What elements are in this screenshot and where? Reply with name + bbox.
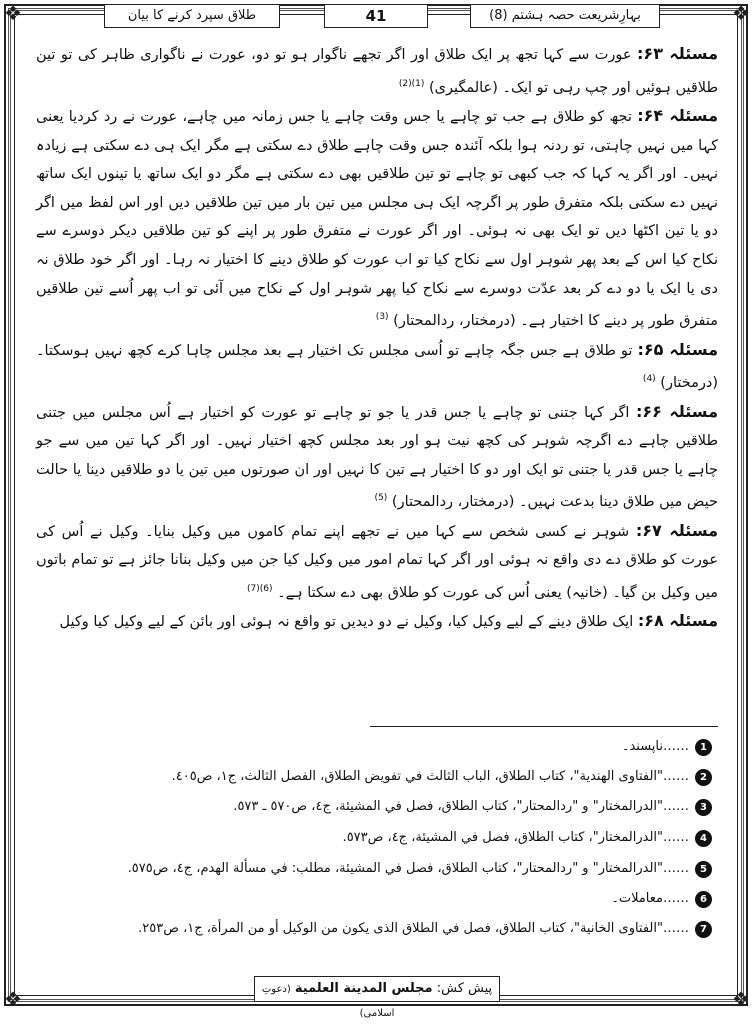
footnote-item: 2 ……"الفتاوى الهندية"، كتاب الطلاق، الباب الثالث في تفويض الطلاق، الفصل الثالث، ج١، ص٤٠٥. [40,768,712,786]
page-number: 41 [324,4,428,28]
footnote-item: 4 ……"الدرالمختار"، كتاب الطلاق، فصل في المشيئة، ج٤، ص٥٧٣. [40,829,712,847]
footnote-item: 5 ……"الدرالمختار" و "ردالمحتار"، كتاب الطلاق، فصل في المشيئة، مطلب: في مسألة الهدم، ج٤، ص٥٧٥. [40,860,712,878]
book-title: بہارِشریعت حصہ ہشتم (8) [470,4,660,28]
page-header [0,2,754,30]
masala-63: مسئلہ ۶۳: عورت سے کہا تجھ پر ایک طلاق اور اگر تجھے ناگوار ہو تو دو، عورت نے ناگواری ظاہر کی تو تین طلاقیں ہوئیں اور چپ رہی تو ایک۔ (عالمگیری) $^{(1)(2)}$ [36,44,718,96]
footnote-item: 6 ……معاملات۔ [40,890,712,908]
footnote-item: 1 ……ناپسند۔ [40,738,712,756]
main-text [36,40,718,637]
masala-66: مسئلہ ۶۶: اگر کہا جتنی تو چاہے یا جس قدر یا جو تو چاہے تو عورت کو اختیار ہے اُس مجلس میں جتنی طلاقیں چاہے دے اگرچہ شوہر کی کچھ نیت ہو اور بعد مجلس کچھ اختیار نہیں۔ اور اگر کہا تین میں سے جو چاہے یا جس قدر یا جتنی تو ایک اور دو کا اختیار ہے تین کا نہیں اور ان صورتوں میں تین یا دو طلاقیں دینا یا حالت حیض میں طلاق دینا بدعت نہیں۔ (درمختار، ردالمحتار) $^{(5)}$ [36,401,718,511]
corner-ornament-icon: ❖ [732,987,750,1011]
footnote-separator [370,726,718,727]
corner-ornament-icon: ❖ [732,1,750,25]
footnote-item: 7 ……"الفتاوى الخانية"، كتاب الطلاق، فصل في الطلاق الذى يكون من الوكيل أو من المرأة، ج١، ص٢٥٣. [40,920,712,938]
publisher-footer: پیش کش: مجلس المدينة العلمية (دعوتِ اسلامی) [254,976,500,1002]
corner-ornament-icon: ❖ [4,987,22,1011]
masala-67: مسئلہ ۶۷: شوہر نے کسی شخص سے کہا میں نے تجھے اپنے تمام کاموں میں وکیل بنایا۔ وکیل نے اُس کی عورت کو طلاق دے دی واقع نہ ہوئی اور اگر کہا تمام امور میں وکیل کیا جن میں وکیل بنانا جائز ہے تو تمام باتوں میں وکیل بن گیا۔ (خانیہ) یعنی اُس کی عورت کو طلاق بھی دے سکتا ہے۔ $^{(6)(7)}$ [36,520,719,601]
masala-65: مسئلہ ۶۵: تو طلاق ہے جس جگہ چاہے تو اُسی مجلس تک اختیار ہے بعد مجلس چاہا کرے کچھ نہیں ہوسکتا۔ (درمختار) $^{(4)}$ [36,339,719,392]
masala-68: مسئلہ ۶۸: ایک طلاق دینے کے لیے وکیل کیا، وکیل نے دو دیدیں تو واقع نہ ہوئی اور بائن کے لیے وکیل کیا وکیل [59,611,718,631]
corner-ornament-icon: ❖ [4,1,22,25]
footnote-item: 3 ……"الدرالمختار" و "ردالمحتار"، كتاب الطلاق، فصل في المشيئة، ج٤، ص٥٧٠ ـ ٥٧٣. [40,798,712,816]
masala-64: مسئلہ ۶۴: تجھ کو طلاق ہے جب تو چاہے یا جس وقت چاہے یا جس زمانہ میں چاہے، عورت نے رد کردیا یعنی کہا میں نہیں چاہتی، تو ردنہ ہوا بلکہ آئندہ جس وقت چاہے طلاق دے سکتی ہے مگر ایک ہی دے سکتی ہے زیادہ نہیں۔ اور اگر یہ کہا کہ جب کبھی تو چاہے تو تین طلاقیں بھی دے سکتی ہے مگر دو ایک ساتھ یا تینوں ایک ساتھ نہیں دے سکتی بلکہ متفرق طور پر اگرچہ ایک ہی مجلس میں تین بار میں تین طلاقیں دیں اور اس لفظ میں اگر دو یا تین اکٹھا دیں تو ایک بھی نہ ہوئی۔ اور اگر عورت نے متفرق طور پر اپنے کو تین طلاقیں دیکر دوسرے سے نکاح کیا اس کے بعد پھر شوہر اول سے نکاح کیا تو اب عورت کو طلاق دینے کا اختیار نہ رہا۔ اور اگر خود طلاق نہ دی یا ایک یا دو دے کر بعد عدّت دوسرے سے نکاح کیا پھر شوہر اول کے نکاح میں آئی تو اب پھر اُسے تین طلاقیں متفرق طور پر دینے کا اختیار ہے۔ (درمختار، ردالمحتار) $^{(3)}$ [36,106,718,329]
chapter-title: طلاق سپرد کرنے کا بیان [104,4,280,28]
